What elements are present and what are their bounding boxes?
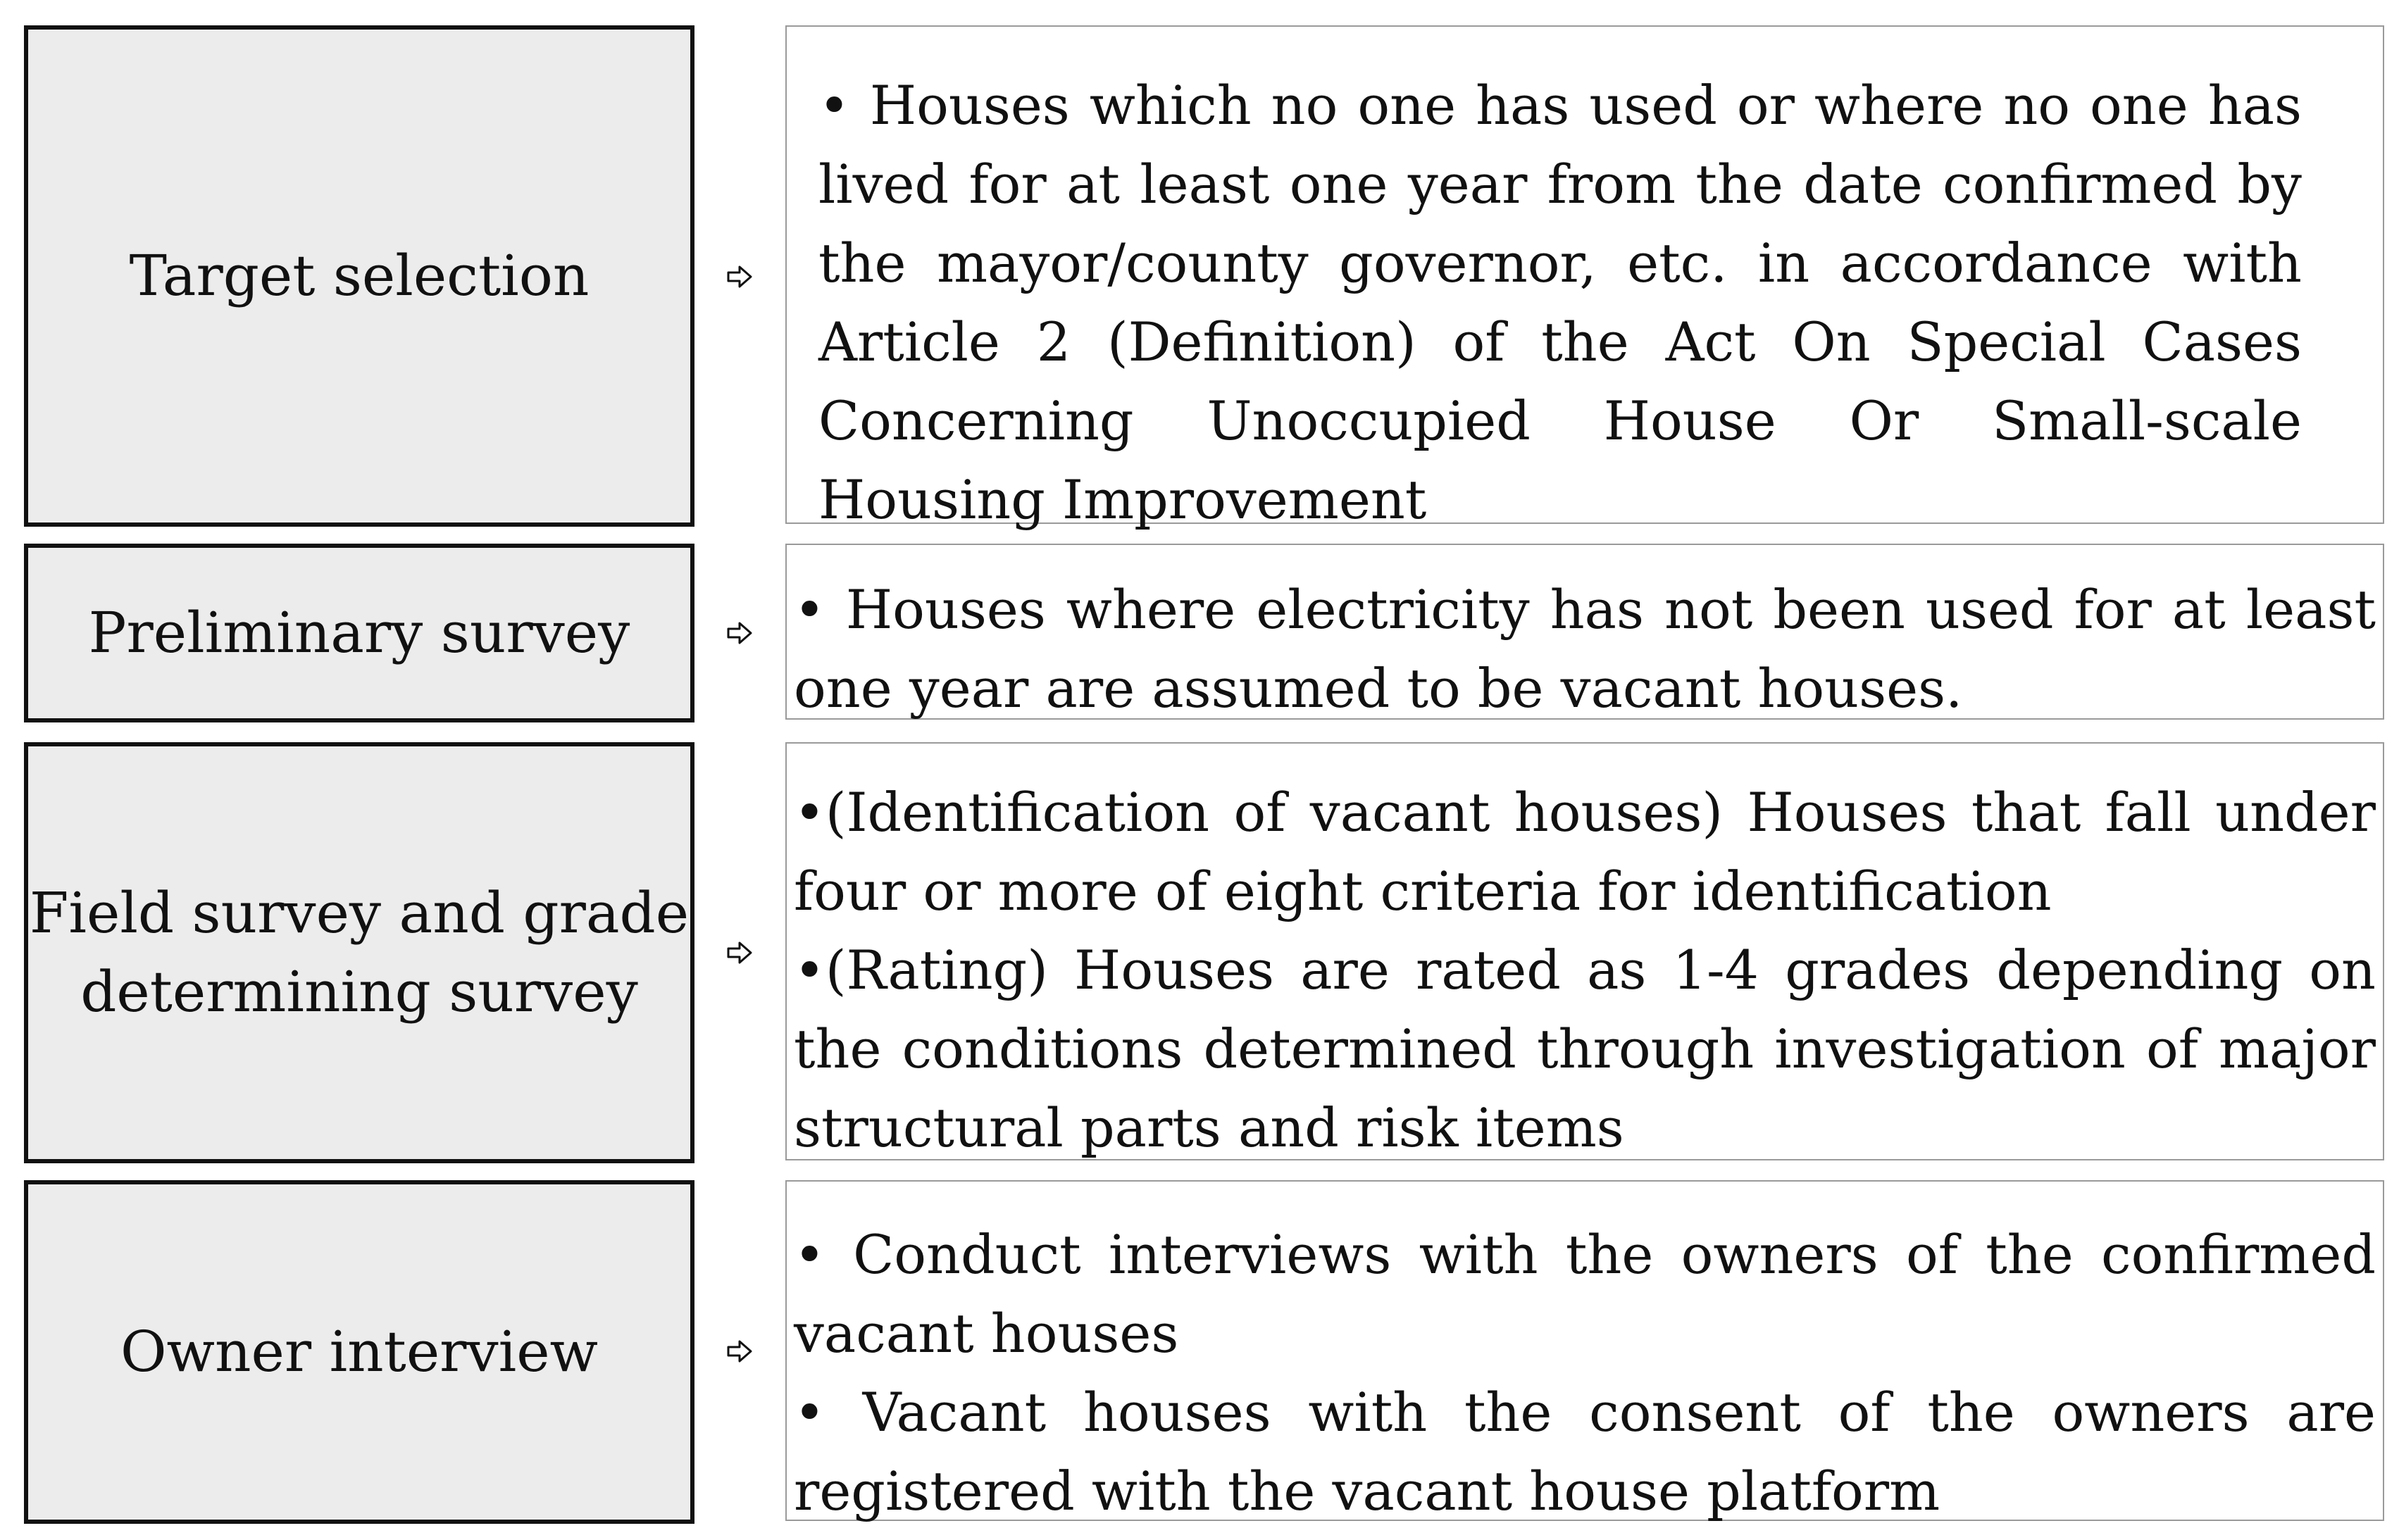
- hollow-right-arrow-icon: [722, 935, 757, 970]
- step-title: Preliminary survey: [88, 600, 630, 665]
- description-box-field-survey: [785, 742, 2384, 1160]
- description-text: •(Rating) Houses are rated as 1-4 grades depending on the conditions determined through investigation of major structural parts and risk items: [794, 939, 2376, 1159]
- step-title: Owner interview: [120, 1319, 599, 1384]
- description-text: •(Identification of vacant houses) Houses that fall under four or more of eight criteria for identification: [794, 781, 2376, 922]
- description-text: • Houses where electricity has not been used for at least one year are assumed to be vacant houses.: [794, 578, 2376, 720]
- step-title: Field survey and grade determining survey: [29, 880, 690, 1025]
- description-text: • Conduct interviews with the owners of the confirmed vacant houses: [794, 1223, 2376, 1365]
- step-title: Target selection: [129, 243, 590, 308]
- hollow-right-arrow-icon: [722, 259, 757, 294]
- hollow-right-arrow-icon: [722, 615, 757, 651]
- step-box-field-survey: [24, 742, 694, 1163]
- step-box-target-selection: [24, 25, 694, 527]
- step-box-owner-interview: [24, 1180, 694, 1524]
- description-text: • Vacant houses with the consent of the owners are registered with the vacant house platform: [794, 1381, 2376, 1522]
- hollow-right-arrow-icon: [722, 1334, 757, 1369]
- step-box-preliminary-survey: [24, 544, 694, 722]
- description-box-owner-interview: [785, 1180, 2384, 1521]
- description-text: • Houses which no one has used or where no one has lived for at least one year from the date confirmed by the mayor/county governor, etc. in accordance with Article 2 (Definition) of the Act On Special Cases Concerning Unoccupied House Or Small-scale Housing Improvement: [818, 74, 2302, 531]
- description-box-target-selection: [785, 25, 2384, 531]
- description-box-preliminary-survey: [785, 544, 2384, 720]
